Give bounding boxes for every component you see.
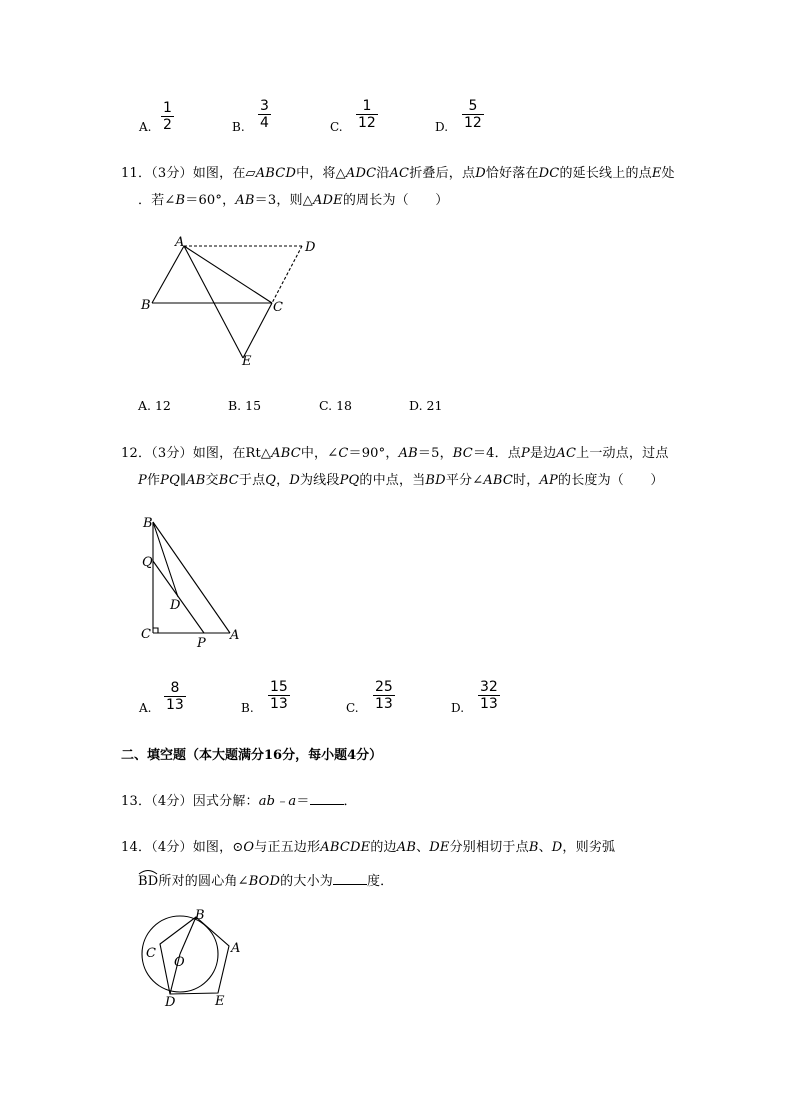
q12-var: AC bbox=[556, 446, 577, 461]
q14-arc-bd bbox=[138, 874, 158, 889]
q10-option-b-label: B. bbox=[232, 120, 245, 134]
q12-option-c-numerator: 25 bbox=[375, 679, 393, 695]
q12-var: ABC bbox=[271, 446, 301, 461]
q11-text: 折叠后，点 bbox=[409, 166, 476, 181]
q10-option-b-numerator: 3 bbox=[260, 98, 269, 114]
q11-label-d: D bbox=[305, 240, 316, 255]
q11-text: 11．（3分）如图，在▱ bbox=[121, 166, 256, 181]
q12-option-c-denominator: 13 bbox=[375, 696, 393, 712]
q14-text: 分别相切于点 bbox=[449, 840, 529, 855]
q12-label-p: P bbox=[197, 636, 206, 651]
q12-var: BC bbox=[218, 473, 239, 488]
q14-var: AB bbox=[396, 840, 417, 855]
q11-option-d: D. 21 bbox=[409, 398, 443, 413]
q12-option-d-label: D. bbox=[451, 701, 465, 715]
q12-text: 平分∠ bbox=[445, 473, 484, 488]
q12-text: 中，∠ bbox=[300, 446, 339, 461]
q11-option-c: C. 18 bbox=[319, 398, 352, 413]
q12-text: 时， bbox=[513, 473, 540, 488]
q14-text: 所对的圆心角∠ bbox=[158, 874, 249, 889]
q10-option-d-label: D. bbox=[435, 120, 449, 134]
q11-text: 的周长为（ ） bbox=[342, 193, 449, 208]
q11-var: ADE bbox=[312, 193, 343, 208]
q11-segment-ac bbox=[184, 246, 272, 303]
q14-text: 、 bbox=[416, 840, 430, 855]
q14-var: B bbox=[528, 840, 539, 855]
q12-var: ABC bbox=[483, 473, 514, 488]
q12-option-c-label: C. bbox=[346, 701, 359, 715]
q14-var: O bbox=[243, 840, 255, 855]
q11-option-b: B. 15 bbox=[228, 398, 262, 413]
q12-var: AP bbox=[539, 473, 558, 488]
q13-text: ＝ bbox=[296, 794, 310, 809]
q13-text: 13．（4分）因式分解： bbox=[121, 794, 259, 809]
q12-option-c-fraction bbox=[373, 679, 395, 712]
q11-label-c: C bbox=[273, 300, 283, 315]
q13-stem bbox=[121, 790, 357, 809]
q12-var: P bbox=[138, 473, 147, 488]
q12-option-b-denominator: 13 bbox=[270, 696, 288, 712]
q10-option-a-numerator: 1 bbox=[163, 100, 172, 116]
q11-var: ABCD bbox=[255, 166, 297, 181]
q14-label-a: A bbox=[231, 941, 241, 956]
q12-stem-line1 bbox=[121, 442, 669, 461]
q14-stem-line2 bbox=[138, 870, 393, 889]
q12-option-b-fraction bbox=[268, 679, 290, 712]
q12-option-a-numerator: 8 bbox=[170, 680, 180, 696]
q14-text: 与正五边形 bbox=[254, 840, 321, 855]
q11-var: B bbox=[175, 193, 186, 208]
q12-text: 是边 bbox=[529, 446, 557, 461]
q10-option-a-label: A. bbox=[139, 120, 152, 134]
q14-label-c: C bbox=[146, 946, 156, 961]
q14-stem-line1 bbox=[121, 836, 615, 855]
q11-var: D bbox=[475, 166, 486, 181]
section-fill-in-title: 二、填空题（本大题满分16分，每小题4分） bbox=[121, 748, 383, 763]
q14-text: 的边 bbox=[370, 840, 397, 855]
q12-var: D bbox=[289, 473, 300, 488]
q11-text: 的延长线上的点 bbox=[559, 166, 652, 181]
q11-var: ADC bbox=[345, 166, 377, 181]
q12-text: ＝90°， bbox=[348, 446, 399, 461]
q11-text: 中，将△ bbox=[296, 166, 346, 181]
q12-text: 交 bbox=[205, 473, 219, 488]
q14-label-d: D bbox=[165, 995, 176, 1010]
q12-segment-bd bbox=[153, 522, 178, 597]
q11-option-a: A. 12 bbox=[138, 398, 171, 413]
q14-var: ABCDE bbox=[320, 840, 371, 855]
q12-var: Q bbox=[265, 473, 277, 488]
q11-segment-ab bbox=[152, 246, 184, 303]
q12-var: P bbox=[521, 446, 530, 461]
q12-text: ＝4．点 bbox=[472, 446, 522, 461]
q12-text: 的中点，当 bbox=[359, 473, 426, 488]
q13-expression: ab﹣a bbox=[258, 794, 297, 809]
q11-text: 恰好落在 bbox=[485, 166, 539, 181]
q12-stem-line2 bbox=[138, 469, 664, 488]
q12-option-b-numerator: 15 bbox=[270, 679, 288, 695]
q14-text: 度． bbox=[366, 874, 394, 889]
q11-var: AB bbox=[235, 193, 255, 208]
q12-option-d-denominator: 13 bbox=[480, 696, 498, 712]
q12-var: PQ bbox=[160, 473, 180, 488]
q14-var: D bbox=[551, 840, 563, 855]
q11-var: AC bbox=[389, 166, 410, 181]
q14-text: 的大小为 bbox=[280, 874, 333, 889]
q11-text: ＝60°， bbox=[185, 193, 236, 208]
q12-option-a-label: A. bbox=[139, 701, 152, 715]
q14-answer-blank[interactable] bbox=[333, 872, 367, 885]
q11-segment-dc-dashed bbox=[272, 246, 302, 303]
q12-var: AB bbox=[398, 446, 418, 461]
q11-text: 沿 bbox=[376, 166, 390, 181]
q12-text: 上一动点，过点 bbox=[576, 446, 669, 461]
q11-segment-ce bbox=[243, 303, 272, 358]
q10-option-a-denominator: 2 bbox=[163, 117, 172, 133]
q14-label-b: B bbox=[195, 908, 205, 923]
q10-option-d-denominator: 12 bbox=[464, 115, 482, 131]
q11-segment-ae bbox=[184, 246, 243, 358]
q11-text: ．若∠ bbox=[138, 193, 176, 208]
q12-text: 于点 bbox=[238, 473, 266, 488]
q12-option-a-fraction bbox=[164, 680, 186, 713]
q14-arc-text: BD bbox=[138, 874, 159, 889]
q12-label-a: A bbox=[230, 628, 240, 643]
q10-option-c-denominator: 12 bbox=[358, 115, 376, 131]
q10-option-c-numerator: 1 bbox=[362, 98, 372, 114]
q12-label-q: Q bbox=[142, 555, 153, 570]
q13-text: ． bbox=[343, 794, 357, 809]
q14-text: ，则劣弧 bbox=[562, 840, 616, 855]
q10-option-b-denominator: 4 bbox=[260, 115, 269, 131]
q12-text: 的长度为（ ） bbox=[558, 473, 664, 488]
q12-option-d-numerator: 32 bbox=[480, 679, 498, 695]
q11-text: ＝3，则△ bbox=[254, 193, 313, 208]
q11-options bbox=[138, 398, 538, 414]
q12-right-angle-mark bbox=[153, 628, 158, 633]
q11-text: 处 bbox=[661, 166, 675, 181]
q12-text: ＝5， bbox=[417, 446, 453, 461]
q13-answer-blank[interactable] bbox=[310, 792, 344, 805]
q14-text: 14．（4分）如图，⊙ bbox=[121, 840, 244, 855]
q12-label-d: D bbox=[170, 598, 181, 613]
q11-label-e: E bbox=[242, 354, 252, 369]
q12-var: PQ bbox=[339, 473, 360, 488]
q12-label-b: B bbox=[143, 516, 153, 531]
q11-label-b: B bbox=[141, 298, 151, 313]
q12-var: BD bbox=[425, 473, 446, 488]
q12-option-d-fraction bbox=[478, 679, 500, 712]
q10-option-d-numerator: 5 bbox=[468, 98, 478, 114]
q14-var: BOD bbox=[248, 874, 281, 889]
q11-var: DC bbox=[538, 166, 560, 181]
q12-text: 作 bbox=[146, 473, 161, 488]
q12-option-b-label: B. bbox=[241, 701, 254, 715]
q12-option-a-denominator: 13 bbox=[166, 697, 184, 713]
q12-segment-qp bbox=[153, 561, 204, 633]
q14-label-e: E bbox=[215, 994, 225, 1009]
q12-var: AB bbox=[186, 473, 206, 488]
q12-text: 为线段 bbox=[299, 473, 340, 488]
q12-text: 12．（3分）如图，在Rt△ bbox=[121, 446, 272, 461]
q11-label-a: A bbox=[175, 235, 185, 250]
q14-arc-mark-icon bbox=[138, 869, 158, 875]
q14-var: DE bbox=[429, 840, 450, 855]
q12-label-c: C bbox=[141, 627, 151, 642]
q10-option-c-label: C. bbox=[330, 120, 343, 134]
q12-text: ∥ bbox=[179, 473, 187, 488]
q11-var: E bbox=[651, 166, 662, 181]
q14-text: 、 bbox=[538, 840, 552, 855]
q14-label-o: O bbox=[174, 955, 185, 970]
q14-pentagon-abcde bbox=[160, 917, 229, 994]
q12-var: BC bbox=[452, 446, 473, 461]
q12-text: ， bbox=[276, 473, 290, 488]
q12-var: C bbox=[338, 446, 349, 461]
